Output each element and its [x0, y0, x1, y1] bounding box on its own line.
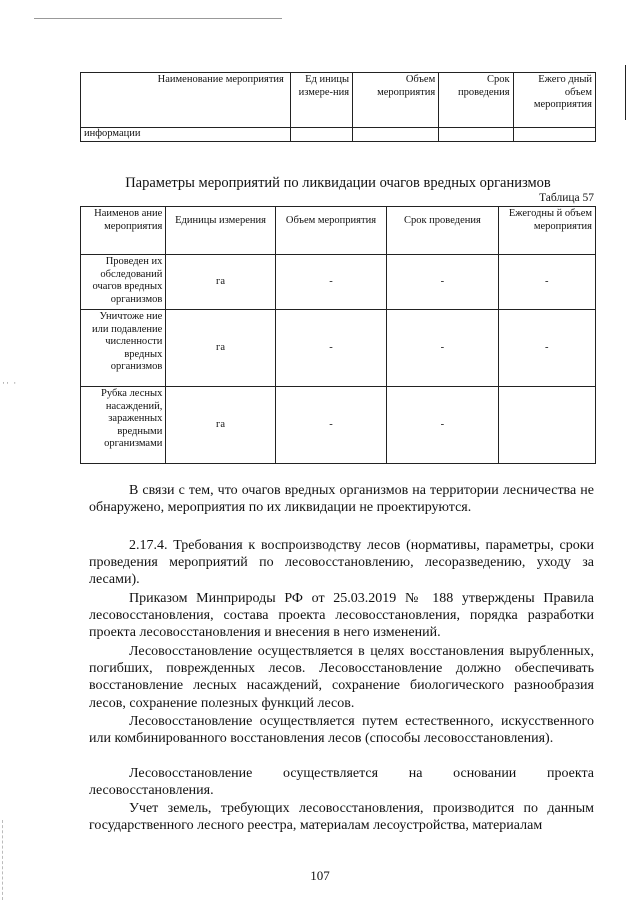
top-rule	[34, 18, 282, 19]
cell-volume: -	[275, 310, 386, 387]
row-name: Уничтоже ние или подавление численности вредных организмов	[81, 310, 166, 387]
paragraph-reforestation-methods: Лесовосстановление осуществляется путем естественного, искусственного или комбинированного восстановления лесов (способы лесовосстановления).	[89, 714, 594, 747]
cell-unit: га	[166, 310, 275, 387]
cell-yearly	[498, 387, 595, 464]
table-continuation	[80, 72, 596, 142]
scan-specks: ·· ·	[2, 378, 18, 388]
table-row	[81, 310, 596, 387]
cell	[353, 128, 439, 142]
row-name: Рубка лесных насаждений, зараженных вредными организмами	[81, 387, 166, 464]
paragraph-order-188: Приказом Минприроды РФ от 25.03.2019 № 188 утверждены Правила лесовосстановления, состава проекта лесовосстановления, порядка разработки проекта лесовосстановления и внесения в него изменений.	[89, 591, 594, 641]
col-name: Наименов ание мероприятия	[81, 207, 166, 255]
col-unit: Ед иницы измере-ния	[290, 73, 352, 128]
cell	[439, 128, 513, 142]
col-yearly: Ежегодны й объем мероприятия	[498, 207, 595, 255]
cell-term: -	[387, 255, 498, 310]
paragraph-reforestation-goals: Лесовосстановление осуществляется в целях восстановления вырубленных, погибших, поврежденных лесов. Лесовосстановление должно обеспечивать восстановление лесных насаждений, сохранение биологического разнообразия лесов, сохранение полезных функций лесов.	[89, 644, 594, 711]
col-unit: Единицы измерения	[166, 207, 275, 255]
col-volume: Объем мероприятия	[353, 73, 439, 128]
paragraph-no-outbreaks: В связи с тем, что очагов вредных организмов на территории лесничества не обнаружено, мероприятия по их ликвидации не проектируются.	[89, 483, 594, 516]
table-header-row	[81, 207, 596, 255]
col-term: Срок проведения	[387, 207, 498, 255]
row-name: Проведен их обследований очагов вредных организмов	[81, 255, 166, 310]
section-heading-2-17-4: 2.17.4. Требования к воспроизводству лесов (нормативы, параметры, сроки проведения мероприятий по лесовосстановлению, лесоразведению, уходу за лесами).	[89, 538, 594, 588]
cell-term: -	[387, 310, 498, 387]
table-57	[80, 206, 596, 464]
col-yearly: Ежего дный объем мероприятия	[513, 73, 595, 128]
table-row	[81, 387, 596, 464]
paragraph-reforestation-project: Лесовосстановление осуществляется на основании проекта лесовосстановления.	[89, 766, 594, 799]
cell-yearly: -	[498, 255, 595, 310]
table-row	[81, 128, 596, 142]
cell-yearly: -	[498, 310, 595, 387]
table-title: Параметры мероприятий по ликвидации очагов вредных организмов	[125, 175, 551, 191]
col-volume: Объем мероприятия	[275, 207, 386, 255]
cell-term: -	[387, 387, 498, 464]
cell-volume: -	[275, 255, 386, 310]
scan-edge	[2, 820, 3, 900]
cell	[513, 128, 595, 142]
table-row	[81, 255, 596, 310]
cell-volume: -	[275, 387, 386, 464]
table-number: Таблица 57	[539, 192, 594, 204]
row-label: информации	[81, 128, 291, 142]
paragraph-land-accounting: Учет земель, требующих лесовосстановления, производится по данным государственного лесного реестра, материалам лесоустройства, материалам	[89, 801, 594, 834]
col-term: Срок проведения	[439, 73, 513, 128]
col-name: Наименование мероприятия	[81, 73, 291, 128]
cell-unit: га	[166, 387, 275, 464]
table-header-row	[81, 73, 596, 128]
cell	[290, 128, 352, 142]
cell-unit: га	[166, 255, 275, 310]
page-number: 107	[310, 868, 330, 883]
margin-mark	[625, 65, 626, 120]
